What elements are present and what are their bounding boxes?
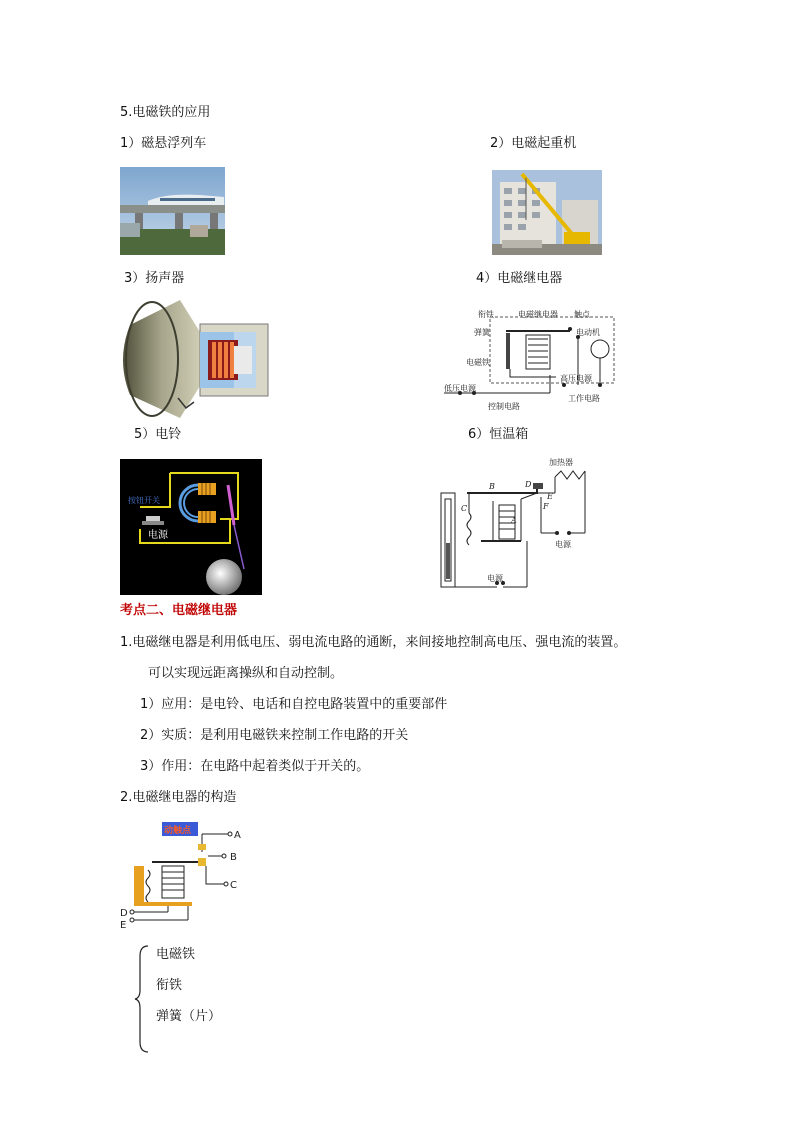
relay-label-lv-source: 低压电源 [444,384,476,393]
thermo-label-f: F [543,502,549,511]
relay-label-spring: 弹簧 [474,328,490,337]
thermo-label-a: A [511,516,517,525]
construct-label-d: D [120,908,128,919]
component-electromagnet: 电磁铁 [156,947,196,962]
app-label-maglev: 1）磁悬浮列车 [120,136,207,151]
electromagnetic-crane-photo [492,170,602,255]
paragraph-relay-definition: 1.电磁继电器是利用低电压、弱电流电路的通断，来间接地控制高电压、强电流的装置。 [120,635,627,650]
bell-label-switch: 按钮开关 [128,496,160,505]
list-item-application: 1）应用：是电铃、电话和自控电路装置中的重要部件 [140,697,448,712]
paragraph-relay-definition-cont: 可以实现远距离操纵和自动控制。 [148,666,344,681]
construct-label-e: E [120,920,127,931]
bell-label-power: 电源 [148,530,168,541]
maglev-train-photo [120,167,225,255]
construct-label-moving-contact: 动触点 [164,826,192,836]
relay-label-contact: 触点 [574,310,590,319]
component-spring: 弹簧（片） [156,1009,222,1024]
relay-label-work-circuit: 工作电路 [568,394,600,403]
component-armature: 衔铁 [156,978,183,993]
list-item-function: 3）作用：在电路中起着类似于开关的。 [140,759,370,774]
curly-brace [134,944,150,1054]
relay-construction-diagram [118,822,248,932]
thermo-label-power-right: 电源 [555,540,571,549]
thermostat-circuit-diagram [437,453,617,593]
section-title: 5.电磁铁的应用 [120,105,211,120]
list-item-essence: 2）实质：是利用电磁铁来控制工作电路的开关 [140,728,409,743]
app-label-speaker: 3）扬声器 [124,271,185,286]
relay-label-armature: 衔铁 [478,310,494,319]
speaker-illustration [120,300,270,420]
relay-label-control-circuit: 控制电路 [488,402,520,411]
construct-label-c: C [230,880,237,891]
electric-bell-diagram [120,459,262,595]
relay-label-motor: 电动机 [576,328,600,337]
thermo-label-b: B [489,482,495,491]
app-label-thermostat: 6）恒温箱 [468,427,529,442]
relay-label-hv-source: 高压电源 [560,374,592,383]
paragraph-relay-construction: 2.电磁继电器的构造 [120,790,237,805]
relay-label-relay: 电磁继电器 [518,310,558,319]
thermo-label-power-left: 电源 [487,574,503,583]
thermo-label-e: E [547,492,553,501]
relay-label-electromagnet: 电磁铁 [466,358,490,367]
relay-circuit-diagram [440,305,615,413]
app-label-bell: 5）电铃 [134,427,182,442]
app-label-relay: 4）电磁继电器 [476,271,563,286]
thermo-label-c: C [461,504,468,513]
construct-label-b: B [230,852,237,863]
section-heading-relay: 考点二、电磁继电器 [120,603,238,618]
thermo-label-heater: 加热器 [549,458,573,467]
construct-label-a: A [234,830,241,841]
thermo-label-d: D [525,480,532,489]
app-label-crane: 2）电磁起重机 [490,136,577,151]
